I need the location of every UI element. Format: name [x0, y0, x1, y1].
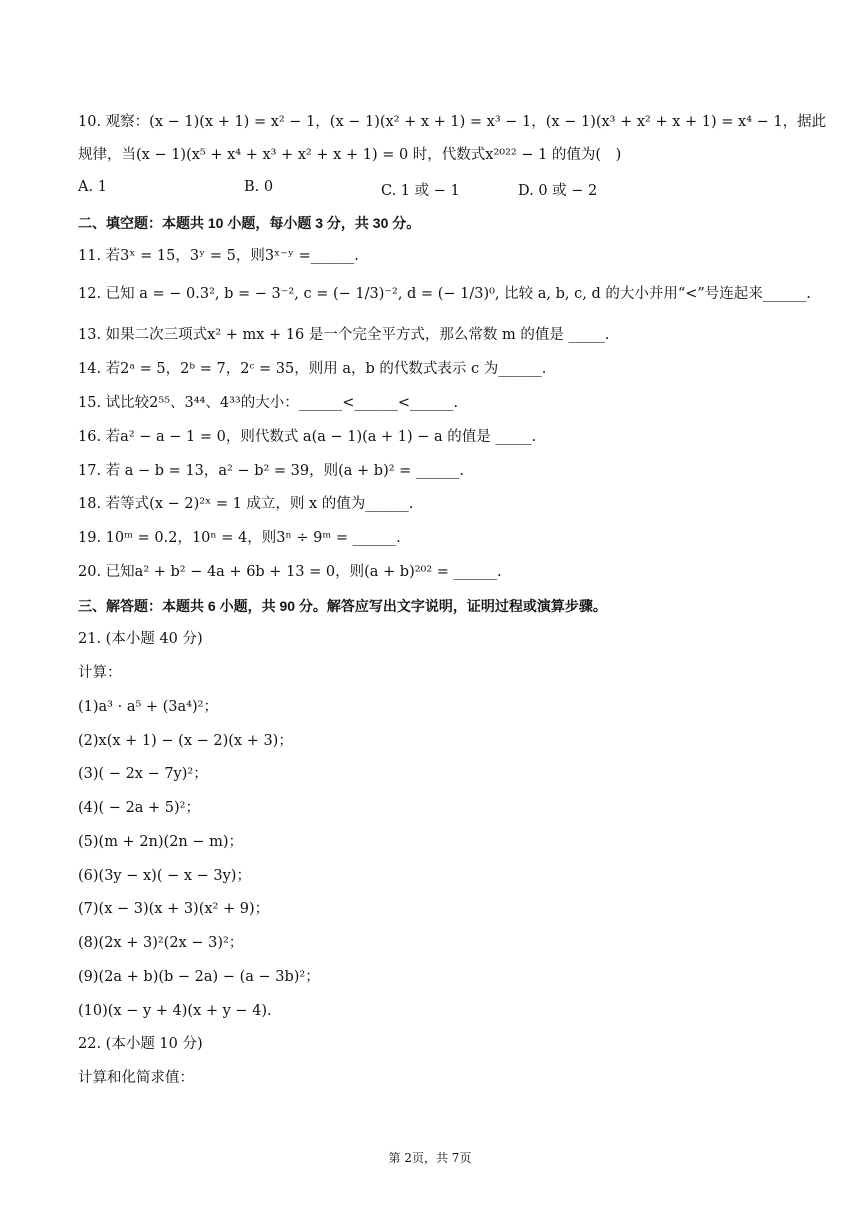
calc-item-4: (4)( − 2a + 5)²；: [78, 800, 200, 816]
calc-item-7: (7)(x − 3)(x + 3)(x² + 9)；: [78, 901, 270, 917]
section-fill-in-heading: 二、填空题：本题共 10 小题，每小题 3 分，共 30 分。: [78, 215, 421, 231]
question-10-line-2: 规律，当(x − 1)(x⁵ + x⁴ + x³ + x² + x + 1) = 0 时，代数式x²⁰²² − 1 的值为( ): [78, 147, 622, 163]
calc-item-6: (6)(3y − x)( − x − 3y)；: [78, 868, 251, 884]
question-16: 16. 若a² − a − 1 = 0，则代数式 a(a − 1)(a + 1) − a 的值是 _____.: [78, 429, 537, 445]
option-b: B. 0: [244, 179, 274, 195]
question-22-intro: 计算和化简求值：: [78, 1070, 194, 1086]
question-22-heading: 22. (本小题 10 分): [78, 1036, 203, 1052]
calc-item-8: (8)(2x + 3)²(2x − 3)²；: [78, 935, 244, 951]
option-d: D. 0 或 − 2: [518, 183, 598, 199]
section-answer-heading: 三、解答题：本题共 6 小题，共 90 分。解答应写出文字说明，证明过程或演算步骤。: [78, 598, 607, 614]
question-10-line-1: 10. 观察：(x − 1)(x + 1) = x² − 1，(x − 1)(x² + x + 1) = x³ − 1，(x − 1)(x³ + x² + x + 1) = x⁴ − 1，据此: [78, 114, 827, 130]
question-12: 12. 已知 a = − 0.3², b = − 3⁻², c = (− 1/3)⁻², d = (− 1/3)⁰, 比较 a, b, c, d 的大小并用“<”号连起来______.: [78, 286, 811, 302]
page-footer: 第 2页，共 7页: [388, 1151, 472, 1165]
option-c: C. 1 或 − 1: [381, 183, 460, 199]
calc-item-5: (5)(m + 2n)(2n − m)；: [78, 834, 244, 850]
question-14: 14. 若2ᵃ = 5，2ᵇ = 7，2ᶜ = 35，则用 a，b 的代数式表示 c 为______.: [78, 361, 547, 377]
calc-item-1: (1)a³ · a⁵ + (3a⁴)²；: [78, 699, 218, 715]
calc-item-2: (2)x(x + 1) − (x − 2)(x + 3)；: [78, 733, 293, 749]
question-21-heading: 21. (本小题 40 分): [78, 631, 203, 647]
question-20: 20. 已知a² + b² − 4a + 6b + 13 = 0，则(a + b)²⁰² = ______.: [78, 564, 502, 580]
question-13: 13. 如果二次三项式x² + mx + 16 是一个完全平方式，那么常数 m 的值是 _____.: [78, 327, 610, 343]
calc-item-10: (10)(x − y + 4)(x + y − 4).: [78, 1003, 272, 1019]
question-19: 19. 10ᵐ = 0.2，10ⁿ = 4，则3ⁿ ÷ 9ᵐ = ______.: [78, 530, 401, 546]
question-11: 11. 若3ˣ = 15，3ʸ = 5，则3ˣ⁻ʸ =______.: [78, 248, 359, 264]
question-21-intro: 计算：: [78, 665, 122, 681]
question-17: 17. 若 a − b = 13，a² − b² = 39，则(a + b)² = ______.: [78, 463, 465, 479]
option-a: A. 1: [78, 179, 107, 195]
calc-item-3: (3)( − 2x − 7y)²；: [78, 766, 208, 782]
question-15: 15. 试比较2⁵⁵、3⁴⁴、4³³的大小：______<______<______.: [78, 395, 459, 411]
question-18: 18. 若等式(x − 2)²ˣ = 1 成立，则 x 的值为______.: [78, 496, 414, 512]
calc-item-9: (9)(2a + b)(b − 2a) − (a − 3b)²；: [78, 969, 320, 985]
